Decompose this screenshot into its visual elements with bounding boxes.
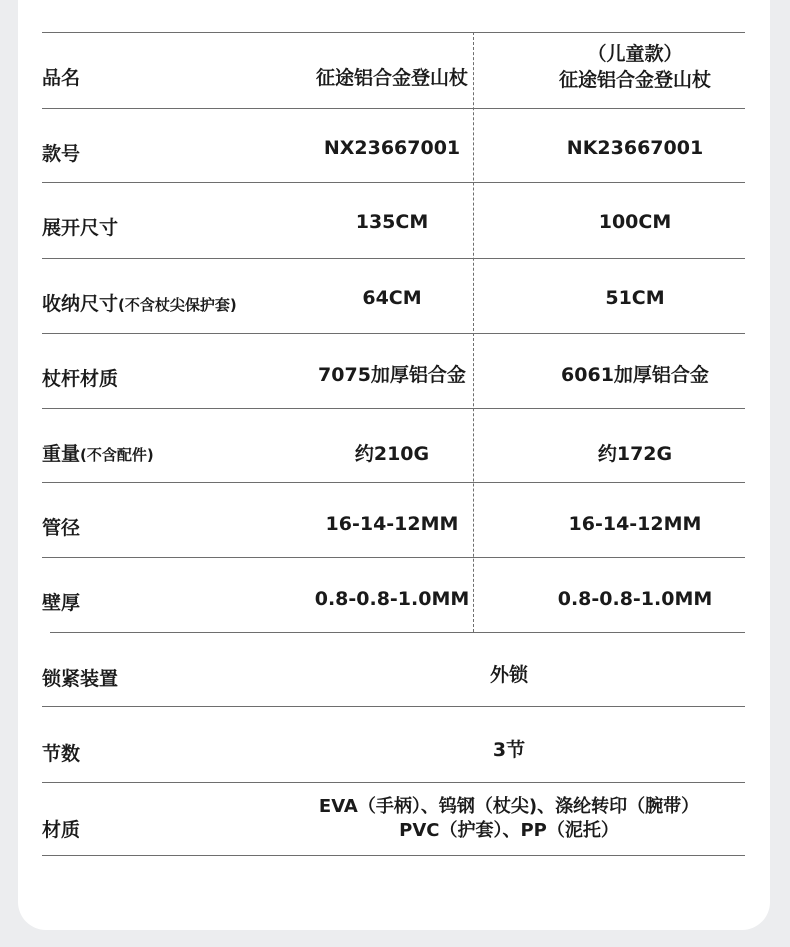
table-row-model bbox=[42, 108, 745, 182]
cell-shared: 3节 bbox=[492, 739, 526, 761]
table-row-sections bbox=[42, 706, 745, 782]
row-label: 款号 bbox=[42, 143, 81, 165]
product-b-name-line2: 征途铝合金登山杖 bbox=[558, 69, 711, 91]
table-row-tube-diameter bbox=[42, 482, 745, 557]
row-label: 管径 bbox=[42, 517, 81, 539]
cell-a: 64CM bbox=[362, 287, 422, 309]
row-label-main: 收纳尺寸 bbox=[42, 293, 119, 315]
cell-a: 0.8-0.8-1.0MM bbox=[314, 588, 470, 610]
cell-b: NK23667001 bbox=[566, 137, 704, 159]
cell-b: 100CM bbox=[598, 211, 672, 233]
row-label-note: (不含配件) bbox=[80, 446, 154, 464]
row-label: 品名 bbox=[42, 67, 81, 89]
row-label: 节数 bbox=[42, 743, 81, 765]
row-label bbox=[42, 439, 154, 466]
table-row-folded-length bbox=[42, 258, 745, 333]
row-label: 展开尺寸 bbox=[42, 217, 119, 239]
materials-line1: EVA（手柄）、钨钢（杖尖)、涤纶转印（腕带） bbox=[318, 796, 700, 817]
cell-b: 51CM bbox=[605, 287, 665, 309]
cell-shared: 外锁 bbox=[489, 664, 528, 686]
product-a-name: 征途铝合金登山杖 bbox=[315, 67, 468, 89]
cell-b: 16-14-12MM bbox=[568, 513, 702, 535]
cell-b: 约172G bbox=[597, 443, 673, 465]
cell-a: 约210G bbox=[354, 443, 430, 465]
row-label: 杖杆材质 bbox=[42, 368, 119, 390]
cell-a: 135CM bbox=[355, 211, 429, 233]
row-label bbox=[42, 289, 237, 316]
table-row-wall-thickness bbox=[42, 557, 745, 633]
table-row-extended-length bbox=[42, 182, 745, 258]
row-label-main: 重量 bbox=[42, 443, 81, 465]
cell-b: 0.8-0.8-1.0MM bbox=[557, 588, 713, 610]
cell-a: 7075加厚铝合金 bbox=[318, 364, 466, 386]
spec-table bbox=[42, 32, 745, 856]
row-label: 材质 bbox=[42, 819, 81, 841]
cell-a: 16-14-12MM bbox=[325, 513, 459, 535]
cell-shared bbox=[272, 795, 746, 843]
table-row-materials bbox=[42, 782, 745, 856]
table-row-weight bbox=[42, 408, 745, 482]
materials-line2: PVC（护套）、PP（泥托） bbox=[399, 820, 619, 841]
cell-b: 6061加厚铝合金 bbox=[561, 364, 709, 386]
table-row-shaft-material bbox=[42, 333, 745, 408]
product-b-name-line1: （儿童款） bbox=[587, 43, 683, 65]
table-row-lock-mechanism bbox=[42, 633, 745, 706]
product-b-name bbox=[515, 41, 755, 93]
column-divider bbox=[473, 32, 474, 632]
cell-a: NX23667001 bbox=[323, 137, 461, 159]
row-label: 锁紧装置 bbox=[42, 668, 119, 690]
row-label: 壁厚 bbox=[42, 592, 81, 614]
table-row-product-name bbox=[42, 32, 745, 108]
row-label-note: (不含杖尖保护套) bbox=[118, 296, 237, 314]
